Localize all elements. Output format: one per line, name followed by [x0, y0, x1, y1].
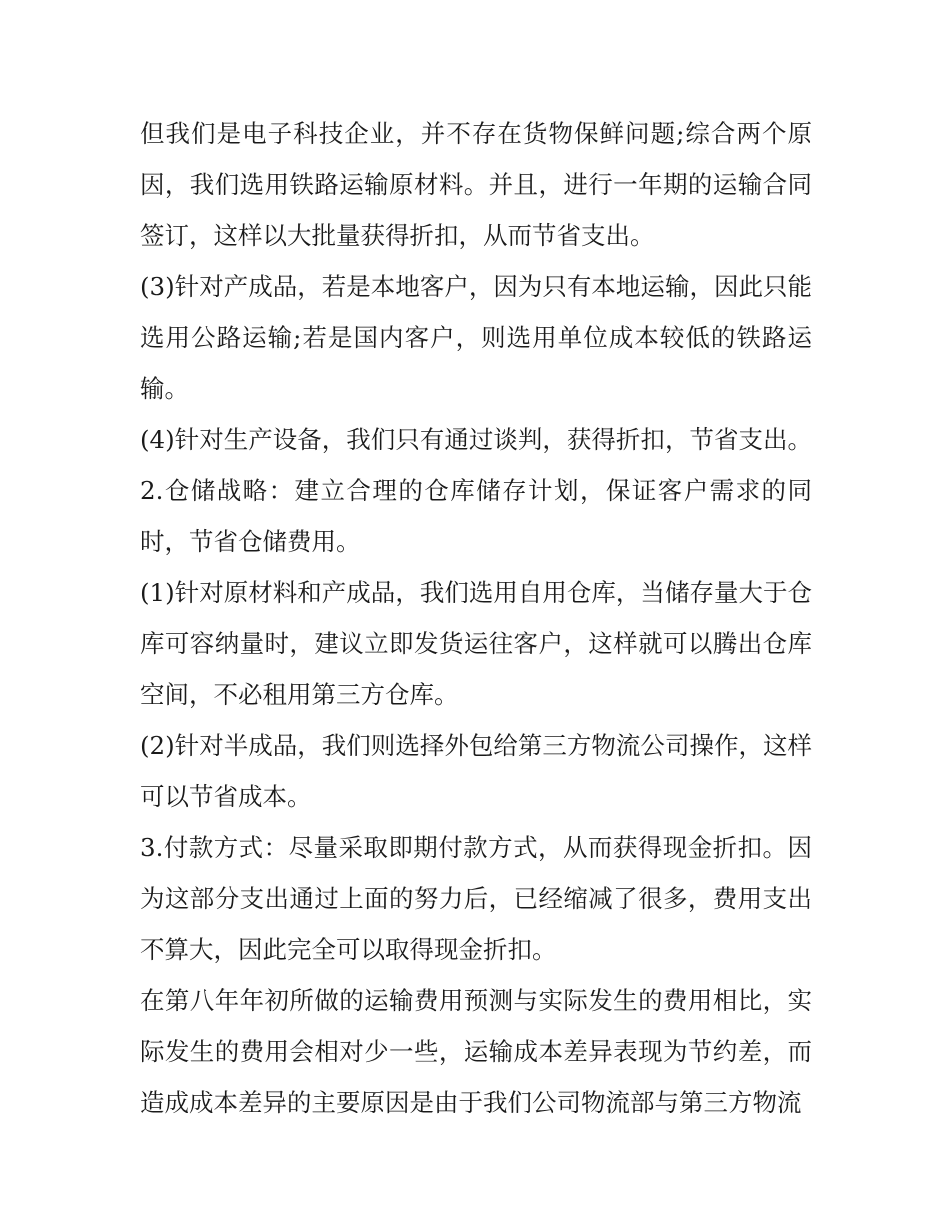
paragraph-cost-variance: 在第八年年初所做的运输费用预测与实际发生的费用相比，实际发生的费用会相对少一些，运输成本差异表现为节约差，而造成成本差异的主要原因是由于我们公司物流部与第三方物流 [140, 986, 812, 1117]
paragraph-semi-finished-goods: (2)针对半成品，我们则选择外包给第三方物流公司操作，这样可以节省成本。 [140, 731, 812, 811]
paragraph-own-warehouse: (1)针对原材料和产成品，我们选用自用仓库，当储存量大于仓库可容纳量时，建议立即发货运往客户，这样就可以腾出仓库空间，不必租用第三方仓库。 [140, 578, 812, 709]
paragraph-payment-method: 3.付款方式：尽量采取即期付款方式，从而获得现金折扣。因为这部分支出通过上面的努力后，已经缩减了很多，费用支出不算大，因此完全可以取得现金折扣。 [140, 833, 812, 964]
paragraph-finished-goods: (3)针对产成品，若是本地客户，因为只有本地运输，因此只能选用公路运输;若是国内客户，则选用单位成本较低的铁路运输。 [140, 272, 812, 403]
paragraph-transport-raw-materials: 但我们是电子科技企业，并不存在货物保鲜问题;综合两个原因，我们选用铁路运输原材料。并且，进行一年期的运输合同签订，这样以大批量获得折扣，从而节省支出。 [140, 119, 812, 250]
paragraph-production-equipment: (4)针对生产设备，我们只有通过谈判，获得折扣，节省支出。 2.仓储战略：建立合理的仓库储存计划，保证客户需求的同时，节省仓储费用。 [140, 425, 812, 556]
document-body [140, 108, 812, 1128]
